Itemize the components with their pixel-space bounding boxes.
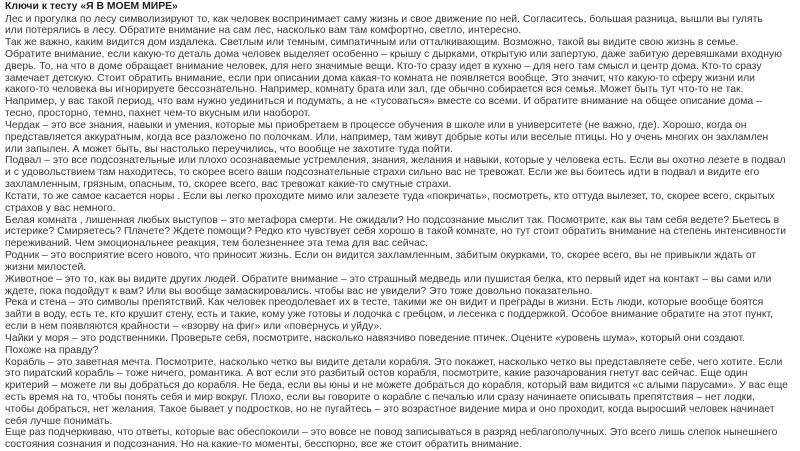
text-line: критерий – можете ли вы добраться до корабля. Не беда, если вы юны и не можете добраться до корабля, который вам видится «с алыми парусами». У вас еще: [5, 380, 797, 392]
text-line: или потерялись в лесу. Обратите внимание на сам лес, насколько вам там комфортно, светло, интересно.: [5, 25, 797, 37]
text-line: Подвал – это все подсознательные или плохо осознаваемые устремления, знания, желания и навыки, которые у человека есть. Если вы охотно лезете в подвал: [5, 155, 797, 167]
text-line: Белая комната , лишенная любых выступов – это метафора смерти. Не ожидали? Но подсознание мыслит так. Посмотрите, как вы там себя ведете? Бьетесь в: [5, 215, 797, 227]
document-text: [5, 14, 797, 451]
text-line: жизни милостей.: [5, 262, 797, 274]
text-line: себя лучше понимать.: [5, 416, 797, 428]
text-line: Так же важно, каким видится дом издалека. Светлым или темным, симпатичным или отталкивающим. Возможно, такой вы видите свою жизнь в семье.: [5, 37, 797, 49]
text-line: Чердак – это все знания, навыки и умения, которые мы приобретаем в процессе обучения в школе или в университете (не важно, где). Хорошо, когда он: [5, 120, 797, 132]
text-line: истерике? Смиряетесь? Плачете? Ждете помощи? Редко кто чувствует себя хорошо в такой комнате, но тут стоит обратить внимание на степень интенсивности: [5, 226, 797, 238]
text-line: Чайки у моря – это родственники. Проверьте себя, посмотрите, насколько навязчиво поведение птичек. Оцените «уровень шума», который они создают.: [5, 333, 797, 345]
text-line: состояния сознания и подсознания. Но на какие-то моменты, бесспорно, все же стоит обратить внимание.: [5, 439, 797, 451]
text-line: и с удовольствием там находитесь, то скорее всего ваши подсознательные страхи сильно вас не тревожат. Если же вы боитесь идти в подвал и видите его: [5, 167, 797, 179]
text-line: захламленным, грязным, опасным, то, скорее всего, вас тревожат какие-то смутные страхи.: [5, 179, 797, 191]
text-line: переживаний. Чем эмоциональнее реакция, тем болезненнее эта тема для вас сейчас.: [5, 238, 797, 250]
text-line: дверь. То, на что в доме обращает внимание человек, для него значимые вещи. Кто-то сразу идет в кухню – для него там смысл и центр дома. Кто-то сразу: [5, 61, 797, 73]
text-line: Еще раз подчеркиваю, что ответы, которые вас обеспокоили – это вовсе не повод записываться в разряд неблагополучных. Это всего лишь слепок нынешнего: [5, 427, 797, 439]
text-line: Обратите внимание, если какую-то деталь дома человек выделяет особенно – крышу с дырками, открытую или запертую, даже забитую деревяшками входную: [5, 49, 797, 61]
text-line: ждете, пока подойдут к вам? Или вы вообще замаскировались. чтобы вас не увидели? Это тоже довольно показательно.: [5, 286, 797, 298]
text-line: Лес и прогулка по лесу символизируют то, как человек воспринимает саму жизнь и свое движение по ней. Согласитесь, большая разница, вышли вы гулять: [5, 14, 797, 26]
text-line: если в нем появляются крайности – «взорву на фиг» или «повернусь и уйду».: [5, 321, 797, 333]
text-line: страхов у вас немного.: [5, 203, 797, 215]
text-line: Например, у вас такой период, что вам нужно уединиться и подумать, а не «тусоваться» вместе со всеми. И обратите внимание на общее описание дома –: [5, 96, 797, 108]
text-line: Корабль – это заветная мечта. Посмотрите, насколько четко вы видите детали корабля. Это покажет, насколько четко вы представляете себе, чего хотите. Если: [5, 357, 797, 369]
text-line: Похоже на правду?: [5, 345, 797, 357]
text-line: представляется аккуратным, когда все разложено по полочкам. Или, например, там живут добрые коты или веселые птицы. Но у очень многих он захламлен: [5, 132, 797, 144]
document-body: [5, 1, 797, 451]
text-line: Животное – это то, как вы видите других людей. Обратите внимание – это страшный медведь или пушистая белка, кто первый идет на контакт – вы сами или: [5, 274, 797, 286]
text-line: Кстати, то же самое касается норы . Если вы легко проходите мимо или залезете туда «покричать», посмотреть, кто оттуда вылезет, то, скорее всего, скрытых: [5, 191, 797, 203]
text-line: замечает детскую. Стоит обратить внимание, если при описании дома какая-то комната не появляется вообще. Это значит, что какую-то сферу жизни или: [5, 73, 797, 85]
text-line: зайти в воду, есть те, кто крушит стену, есть и такие, кому уже готовы и лодочка с гребцом, и лесенка с поддержкой. Особое внимание обратите на этот пункт,: [5, 309, 797, 321]
text-line: Река и стена – это символы препятствий. Как человек преодолевает их в тесте, такими же он видит и преграды в жизни. Есть люди, которые вообще боятся: [5, 297, 797, 309]
text-line: есть время на то, чтобы понять себя и мир вокруг. Плохо, если вы говорите о корабле с печалью или сразу начинаете описывать препятствия – нет лодки,: [5, 392, 797, 404]
text-line: это пиратский корабль – тоже ничего, романтика. А вот если это разбитый остов корабля, посмотрите, какие разочарования гнетут вас сейчас. Еще один: [5, 368, 797, 380]
text-line: тесно, просторно, темно, пахнет чем-то вкусным или наоборот.: [5, 108, 797, 120]
text-line: Родник – это восприятие всего нового, что приносит жизнь. Если он видится захламленным, забитым окурками, то, скорее всего, вы не привыкли ждать от: [5, 250, 797, 262]
text-line: какого-то человека вы игнорируете бессознательно. Например, комнату брата или зал, где обычно собирается вся семья. Может быть тут что-то не так.: [5, 84, 797, 96]
text-line: или запылен. А может быть, вы настолько переучились, что вообще не захотите туда пойти.: [5, 144, 797, 156]
text-line: чтобы добраться, нет желания. Такое бывает у подростков, но не пугайтесь – это возрастное видение мира и оно проходит, когда выросший человек начинает: [5, 404, 797, 416]
document-title: Ключи к тесту «Я В МОЕМ МИРЕ»: [5, 1, 797, 14]
